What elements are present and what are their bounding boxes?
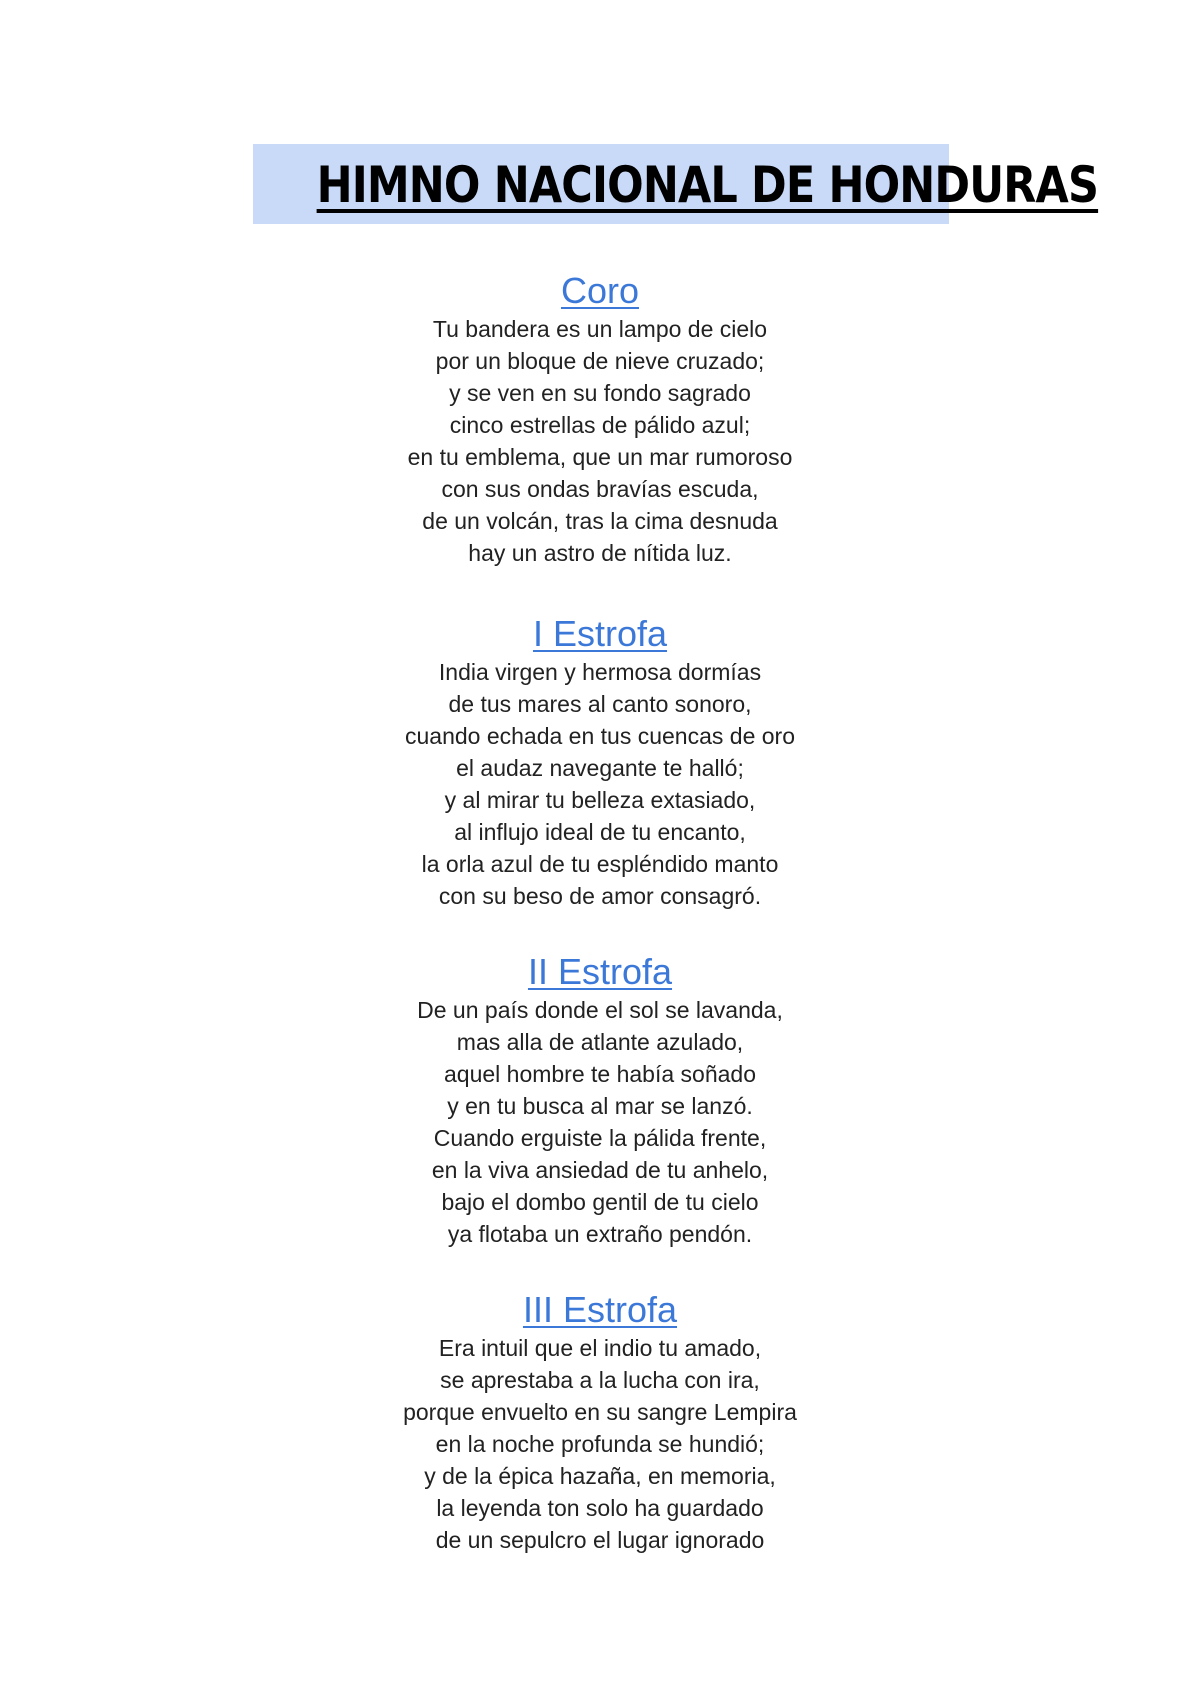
verse-line: la leyenda ton solo ha guardado bbox=[436, 1495, 764, 1521]
verse bbox=[300, 656, 900, 912]
verse-line: con sus ondas bravías escuda, bbox=[441, 476, 759, 502]
document-title: HIMNO NACIONAL DE HONDURAS bbox=[316, 156, 1099, 214]
verse-line: y al mirar tu belleza extasiado, bbox=[444, 787, 756, 813]
verse-line: Cuando erguiste la pálida frente, bbox=[433, 1125, 767, 1151]
verse-line: de un volcán, tras la cima desnuda bbox=[422, 508, 778, 534]
verse bbox=[300, 994, 900, 1250]
verse-line: la orla azul de tu espléndido manto bbox=[421, 851, 779, 877]
verse-line: de tus mares al canto sonoro, bbox=[448, 691, 752, 717]
verse-line: en la viva ansiedad de tu anhelo, bbox=[431, 1157, 769, 1183]
section-heading: I Estrofa bbox=[532, 613, 668, 654]
verse-line: se aprestaba a la lucha con ira, bbox=[440, 1367, 760, 1393]
verse-line: Tu bandera es un lampo de cielo bbox=[432, 316, 768, 342]
verse-line: mas alla de atlante azulado, bbox=[456, 1029, 744, 1055]
title-highlight bbox=[253, 144, 1099, 224]
verse bbox=[300, 1332, 900, 1556]
verse-line: Era intuil que el indio tu amado, bbox=[438, 1335, 762, 1361]
section-iii-estrofa bbox=[300, 1288, 900, 1556]
verse-line: en la noche profunda se hundió; bbox=[435, 1431, 765, 1457]
verse-line: aquel hombre te había soñado bbox=[443, 1061, 757, 1087]
verse-line: por un bloque de nieve cruzado; bbox=[435, 348, 765, 374]
verse-line: cinco estrellas de pálido azul; bbox=[449, 412, 751, 438]
section-heading: II Estrofa bbox=[527, 951, 673, 992]
section-coro bbox=[300, 269, 900, 569]
verse-line: ya flotaba un extraño pendón. bbox=[447, 1221, 753, 1247]
verse-line: De un país donde el sol se lavanda, bbox=[417, 997, 783, 1023]
verse-line: hay un astro de nítida luz. bbox=[468, 540, 732, 566]
verse-line: y en tu busca al mar se lanzó. bbox=[447, 1093, 753, 1119]
verse-line: al influjo ideal de tu encanto, bbox=[454, 819, 746, 845]
section-heading: III Estrofa bbox=[522, 1289, 678, 1330]
verse-line: en tu emblema, que un mar rumoroso bbox=[407, 444, 793, 470]
verse-line: cuando echada en tus cuencas de oro bbox=[404, 723, 795, 749]
verse-line: y de la épica hazaña, en memoria, bbox=[424, 1463, 776, 1489]
verse-line: el audaz navegante te halló; bbox=[456, 755, 744, 781]
section-heading: Coro bbox=[560, 270, 640, 311]
verse-line: con su beso de amor consagró. bbox=[438, 883, 762, 909]
verse-line: de un sepulcro el lugar ignorado bbox=[435, 1527, 765, 1553]
verse-line: y se ven en su fondo sagrado bbox=[449, 380, 751, 406]
verse-line: bajo el dombo gentil de tu cielo bbox=[441, 1189, 759, 1215]
verse-line: porque envuelto en su sangre Lempira bbox=[403, 1399, 797, 1425]
section-ii-estrofa bbox=[300, 950, 900, 1250]
section-i-estrofa bbox=[300, 612, 900, 912]
verse-line: India virgen y hermosa dormías bbox=[438, 659, 762, 685]
verse bbox=[300, 313, 900, 569]
